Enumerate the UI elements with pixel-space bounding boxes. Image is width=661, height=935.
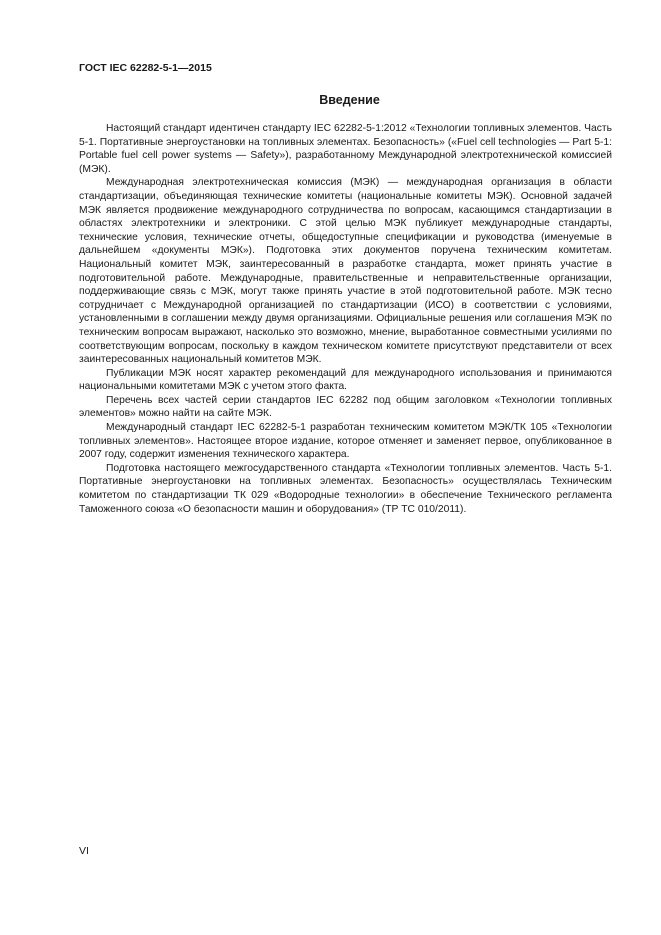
body-text (79, 122, 612, 516)
paragraph: Настоящий стандарт идентичен стандарту IEC 62282-5-1:2012 «Технологии топливных элементов. Часть 5-1. Портативные энергоустановки на топливных элементах. Безопасность» («Fuel cell technologies — Part 5-1: Portable fuel cell power systems — Safety»), разработанному Международной электротехнической комиссией (МЭК). (79, 123, 612, 175)
paragraph: Публикации МЭК носят характер рекомендаций для международного использования и принимаются национальными комитетами МЭК с учетом этого факта. (79, 367, 612, 393)
document-header: ГОСТ IEC 62282-5-1—2015 (79, 62, 212, 74)
paragraph: Международный стандарт IEC 62282-5-1 разработан техническим комитетом МЭК/ТК 105 «Технологии топливных элементов». Настоящее второе издание, которое отменяет и заменяет первое, опубликованное в 2007 году, содержит изменения технического характера. (79, 422, 612, 461)
paragraph: Перечень всех частей серии стандартов IEC 62282 под общим заголовком «Технологии топливных элементов» можно найти на сайте МЭК. (79, 394, 612, 420)
page-number: VI (79, 845, 89, 857)
section-title: Введение (319, 93, 380, 107)
paragraph: Подготовка настоящего межгосударственного стандарта «Технологии топливных элементов. Часть 5-1. Портативные энергоустановки на топливных элементах. Безопасность» осуществлялась Техническим комитетом по стандартизации ТК 029 «Водородные технологии» в обеспечение Технического регламента Таможенного союза «О безопасности машин и оборудования» (ТР ТС 010/2011). (79, 462, 612, 515)
paragraph: Международная электротехническая комиссия (МЭК) — международная организация в области стандартизации, объединяющая технические комитеты (национальные комитеты МЭК). Основной задачей МЭК является продвижение международного сотрудничества по вопросам, касающимся стандартизации в областях электротехники и электроники. С этой целью МЭК публикует международные стандарты, технические условия, технические отчеты, общедоступные спецификации и руководства (именуемые в дальнейшем «документы МЭК»). Подготовка этих документов поручена техническим комитетам. Национальный комитет МЭК, заинтересованный в разработке стандарта, может принять участие в подготовительной работе. Международные, правительственные и неправительственные организации, поддерживающие связь с МЭК, могут также принять участие в этой подготовительной работе. МЭК тесно сотрудничает с Международной организацией по стандартизации (ИСО) в соответствии с условиями, установленными в соглашении между двумя организациями. Официальные решения или соглашения МЭК по техническим вопросам выражают, насколько это возможно, мнение, выработанное совместными усилиями по соответствующим вопросам, поскольку в каждом техническом комитете присутствуют представители от всех заинтересованных национальный комитетов МЭК. (79, 177, 612, 366)
